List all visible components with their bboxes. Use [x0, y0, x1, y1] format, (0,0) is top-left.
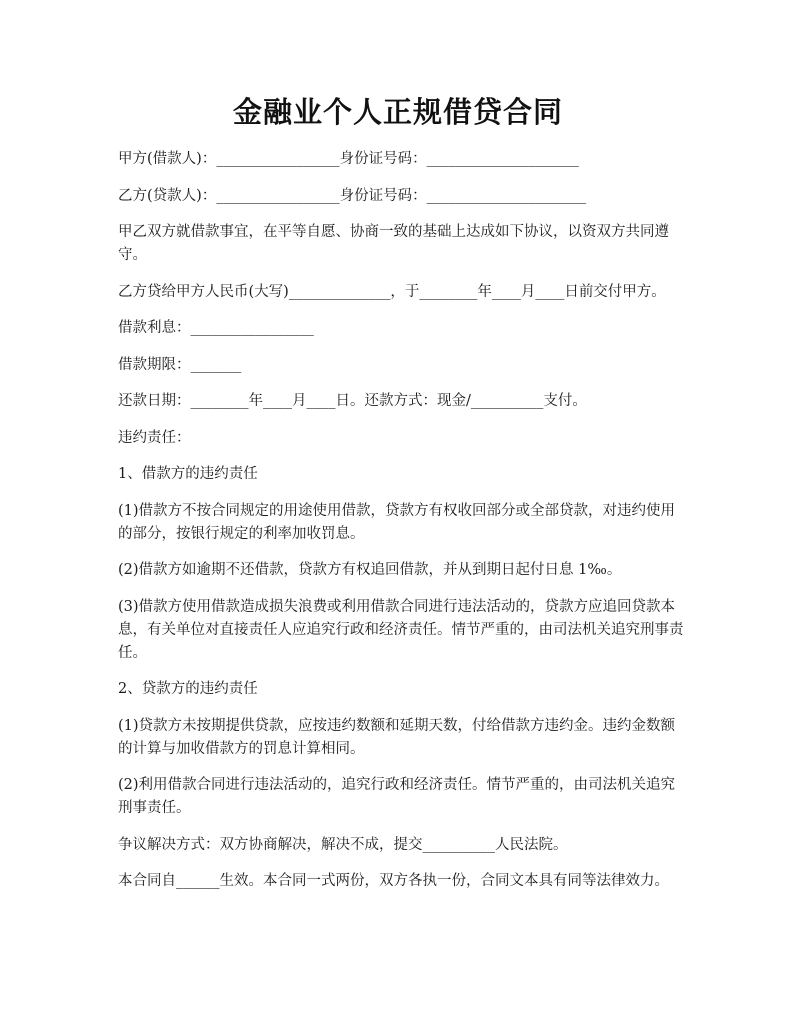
lender-liability-item-1: (1)贷款方未按期提供贷款，应按违约数额和延期天数，付给借款方违约金。违约金数额的计算与加收借款方的罚息计算相同。	[118, 717, 676, 757]
document-body	[118, 148, 686, 907]
agreement-intro: 甲乙双方就借款事宜，在平等自愿、协商一致的基础上达成如下协议，以资双方共同遵守。	[118, 224, 669, 263]
liability-heading: 违约责任：	[118, 429, 191, 446]
loan-amount-clause: 乙方贷给甲方人民币(大写)______________，于________年____月____日前交付甲方。	[118, 283, 666, 300]
borrower-liability-item-2: (2)借款方如逾期不还借款，贷款方有权追回借款，并从到期日起付日息 1‰。	[118, 562, 622, 578]
dispute-resolution-line: 争议解决方式：双方协商解决，解决不成，提交__________人民法院。	[118, 836, 568, 853]
party-a-line: 甲方(借款人)：_________________身份证号码：_____________________	[118, 151, 579, 167]
borrower-liability-item-3: (3)借款方使用借款造成损失浪费或利用借款合同进行违法活动的，贷款方应追回贷款本息，有关单位对直接责任人应追究行政和经济责任。情节严重的，由司法机关追究刑事责任。	[118, 598, 684, 661]
repayment-line: 还款日期：________年____月____日。还款方式：现金/__________支付。	[118, 393, 587, 409]
document-title: 金融业个人正规借贷合同	[232, 95, 563, 129]
borrower-liability-item-1: (1)借款方不按合同规定的用途使用借款，贷款方有权收回部分或全部贷款，对违约使用的部分，按银行规定的利率加收罚息。	[118, 502, 676, 542]
loan-interest-line: 借款利息：_________________	[118, 320, 314, 336]
lender-liability-heading: 2、贷款方的违约责任	[118, 681, 258, 697]
party-b-line: 乙方(贷款人)：_________________身份证号码：______________________	[118, 187, 587, 204]
borrower-liability-heading: 1、借款方的违约责任	[118, 466, 258, 482]
lender-liability-item-2: (2)利用借款合同进行违法活动的，追究行政和经济责任。情节严重的，由司法机关追究刑事责任。	[118, 777, 676, 816]
effectiveness-clause: 本合同自______生效。本合同一式两份，双方各执一份，合同文本具有同等法律效力。	[118, 873, 669, 889]
loan-term-line: 借款期限：_______	[118, 356, 242, 373]
